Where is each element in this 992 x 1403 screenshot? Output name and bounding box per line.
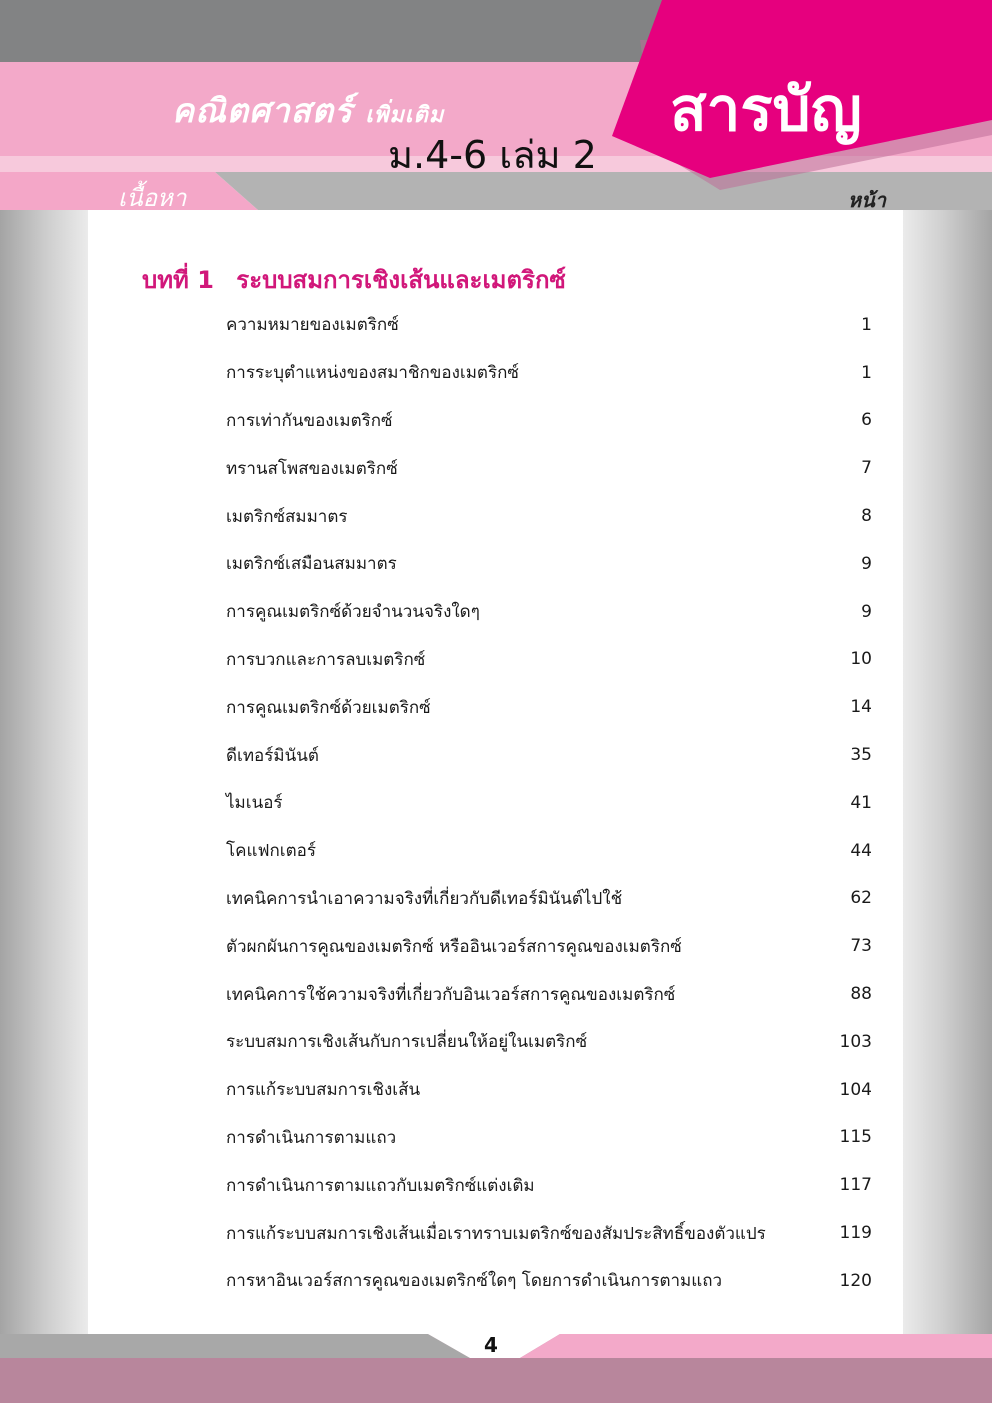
toc-item-title: การดำเนินการตามแถวกับเมตริกซ์แต่งเติม <box>226 1175 535 1196</box>
left-margin-decoration <box>0 210 88 1335</box>
toc-item-page: 14 <box>850 697 872 718</box>
toc-item[interactable] <box>226 731 872 779</box>
toc-item-title: เมตริกซ์เสมือนสมมาตร <box>226 554 397 575</box>
toc-item-title: ความหมายของเมตริกซ์ <box>226 315 399 336</box>
toc-item[interactable] <box>226 1114 872 1162</box>
toc-item-page: 1 <box>861 314 872 335</box>
toc-item[interactable] <box>226 492 872 540</box>
toc-item-page: 117 <box>839 1175 872 1196</box>
volume-label: ม.4-6 เล่ม 2 <box>388 133 597 177</box>
toc-item[interactable] <box>226 1209 872 1257</box>
toc-item-page: 6 <box>861 410 872 431</box>
toc-item-page: 62 <box>850 888 872 909</box>
toc-item-title: เทคนิคการใช้ความจริงที่เกี่ยวกับอินเวอร์สการคูณของเมตริกซ์ <box>226 984 676 1005</box>
toc-item-page: 44 <box>850 840 872 861</box>
toc-item-page: 120 <box>839 1270 872 1291</box>
toc-item[interactable] <box>226 301 872 349</box>
toc-item[interactable] <box>226 397 872 445</box>
toc-item-page: 9 <box>861 553 872 574</box>
series-title-sub: เพิ่มเติม <box>365 103 445 128</box>
chapter-number: บทที่ 1 <box>142 266 214 294</box>
toc-item[interactable] <box>226 683 872 731</box>
toc-item-title: ทรานสโพสของเมตริกซ์ <box>226 458 398 479</box>
footer-gray-strip <box>0 1334 470 1358</box>
toc-item-page: 73 <box>850 936 872 957</box>
toc-item-page: 119 <box>839 1223 872 1244</box>
toc-item-page: 7 <box>861 458 872 479</box>
toc-item-page: 1 <box>861 362 872 383</box>
toc-item-title: การเท่ากันของเมตริกซ์ <box>226 410 393 431</box>
toc-item-title: เมตริกซ์สมมาตร <box>226 506 348 527</box>
toc-item[interactable] <box>226 970 872 1018</box>
toc-item-title: การระบุตำแหน่งของสมาชิกของเมตริกซ์ <box>226 363 519 384</box>
toc-item-title: ไมเนอร์ <box>226 793 283 814</box>
toc-item-title: การบวกและการลบเมตริกซ์ <box>226 649 426 670</box>
toc-item[interactable] <box>226 588 872 636</box>
toc-item-page: 10 <box>850 649 872 670</box>
toc-item-page: 9 <box>861 601 872 622</box>
toc-item[interactable] <box>226 636 872 684</box>
right-margin-decoration <box>903 210 992 1335</box>
toc-item-title: การดำเนินการตามแถว <box>226 1127 397 1148</box>
toc-item-page: 41 <box>850 792 872 813</box>
toc-item-title: ตัวผกผันการคูณของเมตริกซ์ หรืออินเวอร์สการคูณของเมตริกซ์ <box>226 936 682 957</box>
toc-item[interactable] <box>226 349 872 397</box>
toc-item-title: การแก้ระบบสมการเชิงเส้น <box>226 1080 421 1101</box>
footer-pink-strip <box>520 1334 992 1358</box>
toc-item[interactable] <box>226 540 872 588</box>
toc-item[interactable] <box>226 922 872 970</box>
toc-item-page: 103 <box>839 1031 872 1052</box>
toc-item-title: การคูณเมตริกซ์ด้วยเมตริกซ์ <box>226 697 431 718</box>
toc-item[interactable] <box>226 779 872 827</box>
toc-list <box>226 301 872 1305</box>
toc-item[interactable] <box>226 1161 872 1209</box>
column-page-label: หน้า <box>847 188 886 212</box>
column-content-label: เนื้อหา <box>118 184 187 212</box>
toc-item[interactable] <box>226 1066 872 1114</box>
chapter-heading <box>142 260 566 299</box>
toc-item-title: โคแฟกเตอร์ <box>226 841 316 862</box>
toc-item[interactable] <box>226 1018 872 1066</box>
toc-item[interactable] <box>226 875 872 923</box>
toc-item-title: การแก้ระบบสมการเชิงเส้นเมื่อเราทราบเมตริกซ์ของสัมประสิทธิ์ของตัวแปร <box>226 1223 766 1244</box>
toc-item[interactable] <box>226 1257 872 1305</box>
toc-item-page: 115 <box>839 1127 872 1148</box>
toc-item-title: ระบบสมการเชิงเส้นกับการเปลี่ยนให้อยู่ในเมตริกซ์ <box>226 1032 588 1053</box>
toc-item-title: ดีเทอร์มินันต์ <box>226 745 319 766</box>
toc-title: สารบัญ <box>670 75 862 145</box>
chapter-title: ระบบสมการเชิงเส้นและเมตริกซ์ <box>236 266 566 294</box>
toc-item[interactable] <box>226 444 872 492</box>
toc-item-page: 35 <box>850 745 872 766</box>
toc-item[interactable] <box>226 827 872 875</box>
toc-item-title: การหาอินเวอร์สการคูณของเมตริกซ์ใดๆ โดยการดำเนินการตามแถว <box>226 1271 723 1292</box>
toc-item-page: 88 <box>850 984 872 1005</box>
series-title-main: คณิตศาสตร์ <box>172 91 353 130</box>
toc-item-page: 104 <box>839 1079 872 1100</box>
toc-item-page: 8 <box>861 506 872 527</box>
page-number: 4 <box>484 1333 498 1357</box>
toc-item-title: การคูณเมตริกซ์ด้วยจำนวนจริงใดๆ <box>226 602 480 623</box>
toc-item-title: เทคนิคการนำเอาความจริงที่เกี่ยวกับดีเทอร์มินันต์ไปใช้ <box>226 888 623 909</box>
